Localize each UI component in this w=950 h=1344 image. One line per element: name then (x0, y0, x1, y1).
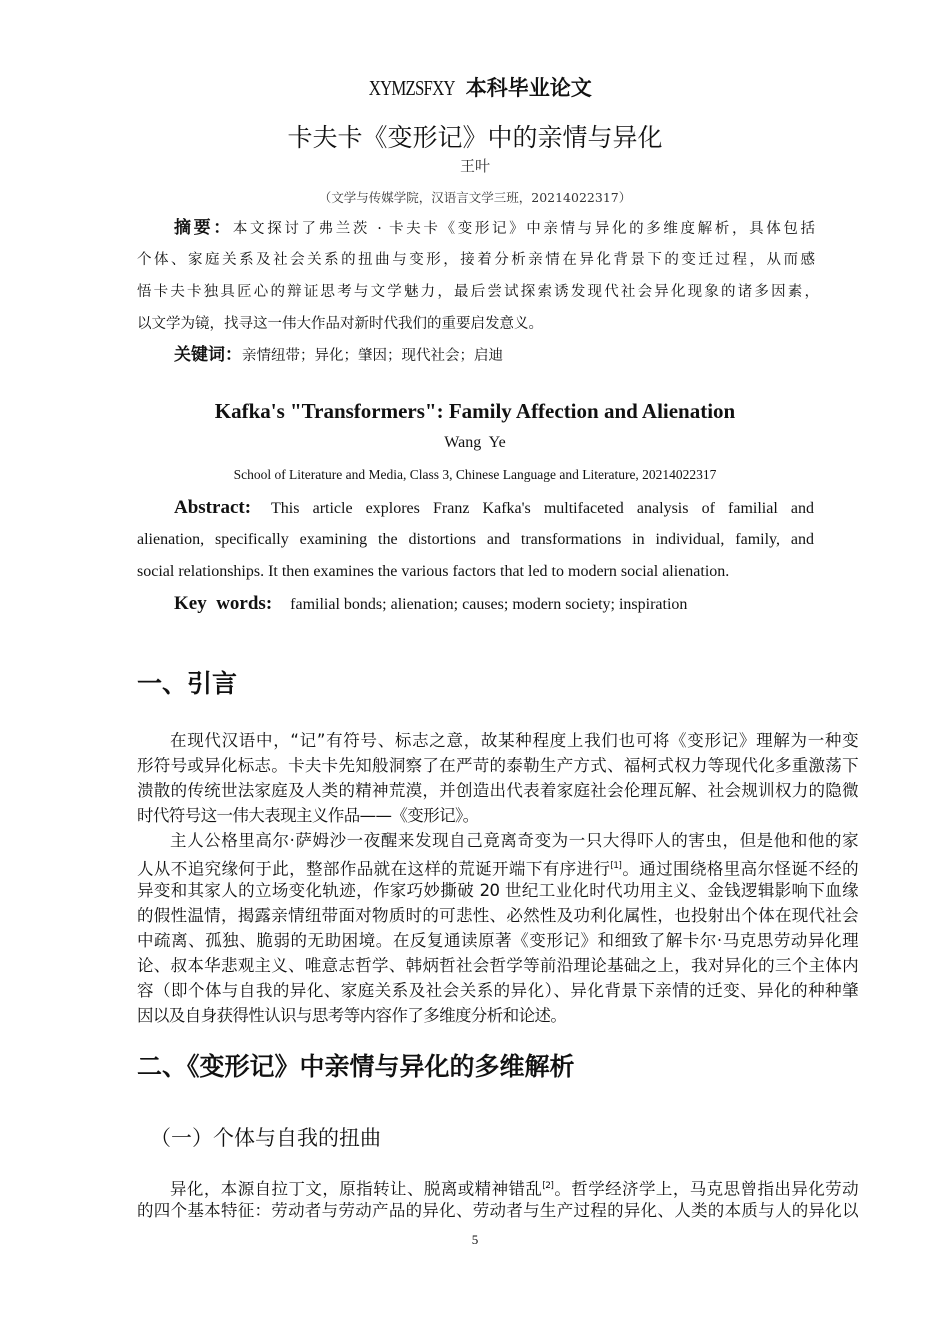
body-line: 主人公格里高尔·萨姆沙一夜醒来发现自己竟离奇变为一只大得吓人的害虫，但是他和他的家 (170, 831, 858, 850)
abstract-en-label: Abstract: (174, 497, 252, 518)
body-text: 。哲学经济学上，马克思曾指出异化劳动 (553, 1179, 858, 1199)
subsection-heading: （一）个体与自我的扭曲 (150, 1126, 381, 1150)
abstract-cn-label: 摘要： (174, 218, 233, 238)
abstract-cn-line (174, 218, 815, 239)
body-text: 异化，本源自拉丁文，原指转让、脱离或精神错乱 (170, 1179, 543, 1199)
page-number: 5 (471, 1232, 479, 1247)
body-line: 的四个基本特征：劳动者与劳动产品的异化、劳动者与生产过程的异化、人类的本质与人的异化以 (137, 1201, 858, 1220)
body-text: 。通过围绕格里高尔怪诞不经的 (621, 859, 858, 879)
body-line: 在现代汉语中，“记”有符号、标志之意，故某种程度上我们也可将《变形记》理解为一种变 (170, 731, 858, 750)
paper-title: 卡夫卡《变形记》中的亲情与异化 (287, 123, 663, 152)
body-line: 异变和其家人的立场变化轨迹，作家巧妙撕破 20 世纪工业化时代功用主义、金钱逻辑影响下血缘 (137, 881, 858, 900)
running-header (0, 72, 950, 102)
abstract-en-line (174, 498, 814, 519)
keywords-en-text: familial bonds; alienation; causes; modern society; inspiration (290, 596, 688, 613)
abstract-en-line: alienation, specifically examining the distortions and transformations in individual, family, and (137, 531, 814, 548)
section-heading-intro: 一、引言 (137, 669, 238, 698)
citation-2[interactable]: [2] (542, 1181, 554, 1191)
affiliation: （文学与传媒学院，汉语言文学三班，20214022317） (318, 190, 632, 205)
body-line (137, 855, 858, 881)
body-line: 溃散的传统世法家庭及人类的精神荒漠，并创造出代表着家庭社会伦理瓦解、社会规训权力的隐微 (137, 781, 858, 800)
title-en: Kafka's "Transformers": Family Affection and Alienation (214, 399, 736, 423)
body-line (170, 1175, 858, 1201)
abstract-en-line: social relationships. It then examines the various factors that led to modern social alienation. (137, 563, 730, 580)
body-line: 的假性温情，揭露亲情纽带面对物质时的可悲性、必然性及功利化属性，也投射出个体在现代社会 (137, 906, 858, 925)
abstract-cn-line: 以文学为镜，找寻这一伟大作品对新时代我们的重要启发意义。 (137, 316, 543, 332)
affiliation-en: School of Literature and Media, Class 3, Chinese Language and Literature, 20214022317 (233, 467, 717, 482)
keywords-cn-text: 亲情纽带；异化；肇因；现代社会；启迪 (242, 348, 503, 364)
author: 王叶 (459, 157, 490, 175)
citation-1[interactable]: [1] (610, 861, 622, 871)
body-line: 中疏离、孤独、脆弱的无助困境。在反复通读原著《变形记》和细致了解卡尔·马克思劳动异化理 (137, 931, 858, 950)
keywords-en (174, 594, 851, 615)
header-label: 本科毕业论文 (465, 76, 592, 100)
abstract-cn-text: 本文探讨了弗兰茨 · 卡夫卡《变形记》中亲情与异化的多维度解析，具体包括 (232, 221, 815, 237)
author-en: Wang Ye (444, 434, 506, 451)
keywords-cn (174, 345, 852, 366)
body-line: 因以及自身获得性认识与思考等内容作了多维度分析和论述。 (137, 1006, 567, 1025)
header-code: XYMZSFXY (368, 76, 456, 100)
abstract-cn-line: 悟卡夫卡独具匠心的辩证思考与文学魅力，最后尝试探索诱发现代社会异化现象的诸多因素， (137, 284, 819, 300)
keywords-cn-label: 关键词： (174, 345, 242, 365)
body-text: 人从不追究缘何于此，整部作品就在这样的荒诞开端下有序进行 (137, 859, 611, 879)
abstract-en-text: This article explores Franz Kafka's multifaceted analysis of familial and (271, 500, 814, 517)
body-line: 时代符号这一伟大表现主义作品——《变形记》。 (137, 806, 479, 825)
body-line: 容（即个体与自我的异化、家庭关系及社会关系的异化）、异化背景下亲情的迁变、异化的种种肇 (137, 981, 858, 1000)
body-line: 论、叔本华悲观主义、唯意志哲学、韩炳哲社会哲学等前沿理论基础之上，我对异化的三个主体内 (137, 956, 858, 975)
section-heading-2: 二、《变形记》中亲情与异化的多维解析 (137, 1052, 575, 1081)
body-line: 形符号或异化标志。卡夫卡先知般洞察了在严苛的泰勒生产方式、福柯式权力等现代化多重激荡下 (137, 756, 858, 775)
abstract-cn-line: 个体、家庭关系及社会关系的扭曲与变形，接着分析亲情在异化背景下的变迁过程，从而感 (137, 252, 815, 268)
keywords-en-label: Key words: (174, 593, 273, 614)
